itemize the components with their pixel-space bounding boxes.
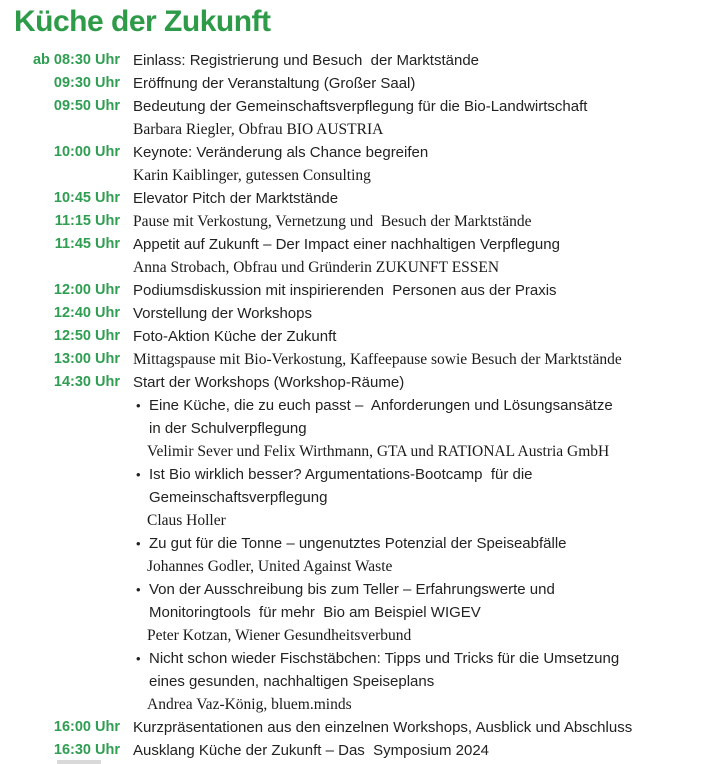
event-title: Bedeutung der Gemeinschaftsverpflegung für die Bio-Landwirtschaft — [133, 98, 588, 115]
event-title: Elevator Pitch der Marktstände — [133, 190, 339, 207]
schedule-row — [0, 95, 704, 141]
event-title: Eröffnung der Veranstaltung (Großer Saal) — [133, 75, 416, 92]
bullet-dot: • — [136, 651, 141, 666]
workshop-item — [136, 463, 704, 532]
schedule-row — [0, 210, 704, 233]
event-title: Keynote: Veränderung als Chance begreifen — [133, 144, 429, 161]
workshop-title: Ist Bio wirklich besser? Argumentations-Bootcamp für die Gemeinschaftsverpflegung — [149, 466, 533, 506]
workshop-item — [136, 394, 704, 463]
schedule-row — [0, 141, 704, 187]
event-title: Pause mit Verkostung, Vernetzung und Besuch der Marktstände — [133, 213, 532, 230]
scrollbar-fragment — [57, 760, 101, 764]
time-label: 12:40 Uhr — [53, 305, 120, 321]
event-speaker: Karin Kaiblinger, gutessen Consulting — [133, 167, 371, 184]
time-label: ab 08:30 Uhr — [32, 52, 120, 68]
schedule-row — [0, 739, 704, 762]
schedule-row — [0, 716, 704, 739]
time-label: 12:00 Uhr — [53, 282, 120, 298]
event-title: Podiumsdiskussion mit inspirierenden Personen aus der Praxis — [133, 282, 557, 299]
event-title: Foto-Aktion Küche der Zukunft — [133, 328, 337, 345]
time-label: 10:00 Uhr — [53, 144, 120, 160]
time-label: 16:00 Uhr — [53, 719, 120, 735]
event-title: Ausklang Küche der Zukunft – Das Symposium 2024 — [133, 742, 490, 759]
event-speaker: Barbara Riegler, Obfrau BIO AUSTRIA — [133, 121, 384, 138]
time-label: 09:50 Uhr — [53, 98, 120, 114]
event-title: Vorstellung der Workshops — [133, 305, 312, 322]
workshop-speaker: Velimir Sever und Felix Wirthmann, GTA und RATIONAL Austria GmbH — [147, 443, 610, 460]
schedule-row — [0, 49, 704, 72]
time-label: 09:30 Uhr — [53, 75, 120, 91]
schedule — [0, 49, 704, 762]
workshop-title: Eine Küche, die zu euch passt – Anforderungen und Lösungsansätze in der Schulverpflegung — [149, 397, 613, 437]
time-label: 11:45 Uhr — [54, 236, 120, 252]
workshop-speaker: Andrea Vaz-König, bluem.minds — [147, 696, 352, 713]
event-title: Appetit auf Zukunft – Der Impact einer nachhaltigen Verpflegung — [133, 236, 560, 253]
time-label: 12:50 Uhr — [53, 328, 120, 344]
schedule-row — [0, 348, 704, 371]
bullet-dot: • — [136, 536, 141, 551]
event-title: Start der Workshops (Workshop-Räume) — [133, 374, 405, 391]
time-label: 10:45 Uhr — [53, 190, 120, 206]
event-speaker: Anna Strobach, Obfrau und Gründerin ZUKUNFT ESSEN — [133, 259, 500, 276]
event-title: Mittagspause mit Bio-Verkostung, Kaffeepause sowie Besuch der Marktstände — [133, 351, 622, 368]
schedule-row — [0, 233, 704, 279]
schedule-row — [0, 371, 704, 394]
schedule-row — [0, 302, 704, 325]
workshop-item — [136, 578, 704, 647]
schedule-row — [0, 279, 704, 302]
workshop-list — [0, 394, 704, 716]
schedule-row — [0, 325, 704, 348]
page-title: Küche der Zukunft — [14, 5, 271, 38]
time-label: 14:30 Uhr — [53, 374, 120, 390]
bullet-dot: • — [136, 582, 141, 597]
workshop-speaker: Peter Kotzan, Wiener Gesundheitsverbund — [147, 627, 412, 644]
workshop-item — [136, 532, 704, 578]
schedule-row — [0, 187, 704, 210]
workshop-item — [136, 647, 704, 716]
time-label: 11:15 Uhr — [54, 213, 120, 229]
event-title: Einlass: Registrierung und Besuch der Marktstände — [133, 52, 480, 69]
schedule-row — [0, 72, 704, 95]
workshop-speaker: Claus Holler — [147, 512, 226, 529]
event-title: Kurzpräsentationen aus den einzelnen Workshops, Ausblick und Abschluss — [133, 719, 633, 736]
workshop-title: Von der Ausschreibung bis zum Teller – Erfahrungswerte und Monitoringtools für mehr Bio am Beispiel WIGEV — [149, 581, 555, 621]
bullet-dot: • — [136, 398, 141, 413]
workshop-title: Nicht schon wieder Fischstäbchen: Tipps und Tricks für die Umsetzung eines gesunden, nachhaltigen Speiseplans — [149, 650, 620, 690]
workshop-title: Zu gut für die Tonne – ungenutztes Potenzial der Speiseabfälle — [149, 535, 567, 552]
time-label: 16:30 Uhr — [53, 742, 120, 758]
workshop-speaker: Johannes Godler, United Against Waste — [147, 558, 393, 575]
bullet-dot: • — [136, 467, 141, 482]
time-label: 13:00 Uhr — [53, 351, 120, 367]
